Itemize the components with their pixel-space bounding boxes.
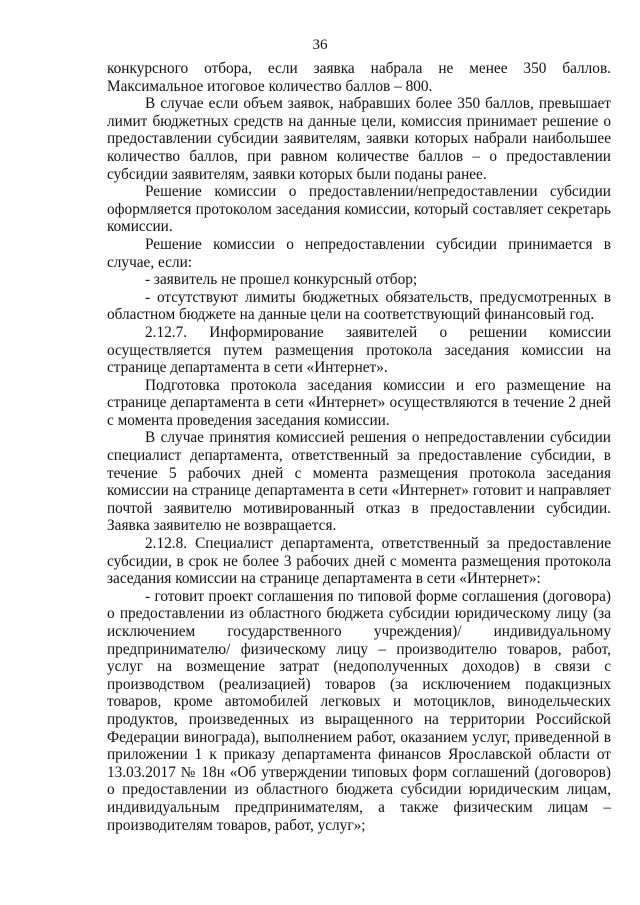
list-item-agreement-draft: - готовит проект соглашения по типовой форме соглашения (договора) о предоставлении из областного бюджета субсидии юридическому лицу (за исключением государственного учреждения)/ индивидуальному предпринимателю/ физическому лицу – производителю товаров, работ, услуг на возмещение затрат (недополученных доходов) в связи с производством (реализацией) товаров (за исключением подакцизных товаров, кроме автомобилей легковых и мотоциклов, винодельческих продуктов, произведенных из выращенного на территории Российской Федерации винограда), выполнением работ, оказанием услуг, приведенной в приложении 1 к приказу департамента финансов Ярославской области от 13.03.2017 № 18н «Об утверждении типовых форм соглашений (договоров) о предоставлении из областного бюджета субсидии юридическим лицам, индивидуальным предпринимателям, а также физическим лицам – производителям товаров, работ, услуг»; — [107, 587, 611, 834]
paragraph-refusal-conditions: Решение комиссии о непредоставлении субсидии принимается в случае, если: — [107, 235, 611, 271]
list-item-no-limits: - отсутствуют лимиты бюджетных обязательств, предусмотренных в областном бюджете на данные цели на соответствующий финансовый год. — [107, 288, 611, 324]
paragraph-commission-protocol: Решение комиссии о предоставлении/непредоставлении субсидии оформляется протоколом заседания комиссии, который составляет секретарь комиссии. — [107, 183, 611, 236]
paragraph-protocol-publication: Подготовка протокола заседания комиссии и его размещение на странице департамента в сети «Интернет» осуществляются в течение 2 дней с момента проведения заседания комиссии. — [107, 376, 611, 429]
paragraph-2-12-7: 2.12.7. Информирование заявителей о решении комиссии осуществляется путем размещения протокола заседания комиссии на странице департамента в сети «Интернет». — [107, 323, 611, 377]
paragraph-budget-limit: В случае если объем заявок, набравших более 350 баллов, превышает лимит бюджетных средств на данные цели, комиссия принимает решение о предоставлении субсидии заявителям, заявки которых набрали наибольшее количество баллов, при равном количестве баллов – о предоставлении субсидии заявителям, заявки которых были поданы ранее. — [107, 95, 611, 183]
paragraph-refusal-notice: В случае принятия комиссией решения о непредоставлении субсидии специалист департамента, ответственный за предоставление субсидии, в течение 5 рабочих дней с момента размещения протокола заседания комиссии на странице департамента в сети «Интернет» готовит и направляет почтой заявителю мотивированный отказ в предоставлении субсидии. Заявка заявителю не возвращается. — [107, 429, 611, 535]
paragraph-scoring-continuation: конкурсного отбора, если заявка набрала не менее 350 баллов. Максимальное итоговое количество баллов – 800. — [107, 60, 611, 95]
list-item-not-passed: - заявитель не прошел конкурсный отбор; — [145, 271, 418, 289]
document-body — [107, 60, 611, 834]
paragraph-2-12-8: 2.12.8. Специалист департамента, ответственный за предоставление субсидии, в срок не более 3 рабочих дней с момента размещения протокола заседания комиссии на странице департамента в сети «Интернет»: — [107, 535, 611, 588]
page-number: 36 — [312, 37, 328, 53]
